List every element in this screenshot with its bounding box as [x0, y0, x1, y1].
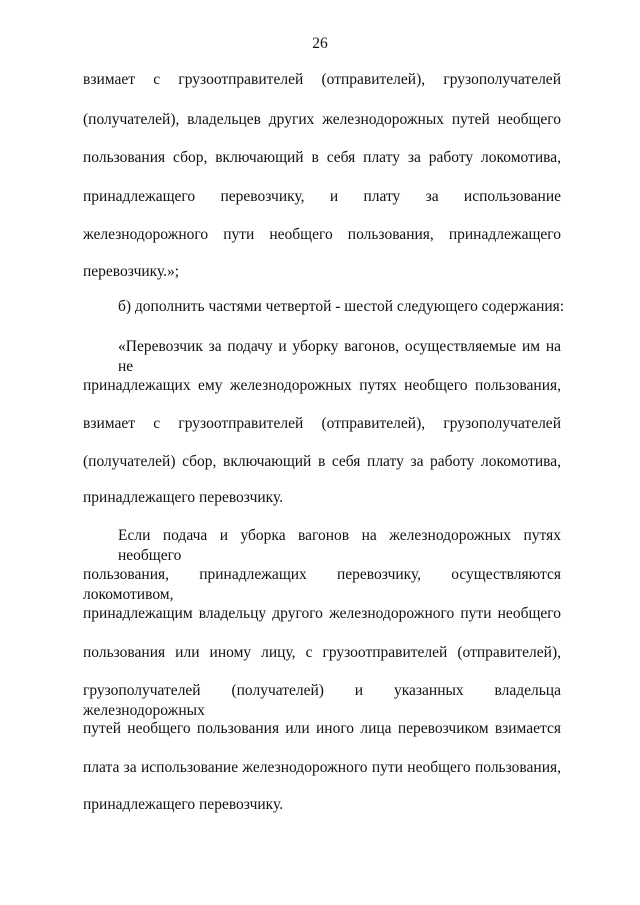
paragraph-1-line-1: взимает с грузоотправителей (отправителей), грузополучателей — [83, 71, 561, 88]
paragraph-4-line-4: пользования или иному лицу, с грузоотправителей (отправителей), — [83, 644, 561, 661]
paragraph-4-line-6: путей необщего пользования или иного лица перевозчиком взимается — [83, 720, 561, 737]
paragraph-1-line-4: принадлежащего перевозчику, и плату за использование — [83, 188, 561, 205]
paragraph-3-line-2: принадлежащих ему железнодорожных путях необщего пользования, — [83, 377, 561, 394]
paragraph-3-line-1: «Перевозчик за подачу и уборку вагонов, осуществляемые им на не — [118, 338, 561, 375]
paragraph-4-line-2: пользования, принадлежащих перевозчику, осуществляются локомотивом, — [83, 566, 561, 603]
paragraph-4-line-1: Если подача и уборка вагонов на железнодорожных путях необщего — [118, 527, 561, 564]
paragraph-4-line-5: грузополучателей (получателей) и указанных владельца железнодорожных — [83, 682, 561, 719]
paragraph-1-line-3: пользования сбор, включающий в себя плату за работу локомотива, — [83, 149, 561, 166]
paragraph-1-line-6: перевозчику.»; — [83, 263, 180, 280]
paragraph-4-line-7: плата за использование железнодорожного пути необщего пользования, — [83, 759, 561, 776]
paragraph-1-line-5: железнодорожного пути необщего пользования, принадлежащего — [83, 226, 561, 243]
paragraph-4-line-8: принадлежащего перевозчику. — [83, 796, 284, 813]
paragraph-1-line-2: (получателей), владельцев других железнодорожных путей необщего — [83, 111, 561, 128]
paragraph-3-line-4: (получателей) сбор, включающий в себя плату за работу локомотива, — [83, 453, 561, 470]
page-number: 26 — [312, 35, 328, 52]
paragraph-3-line-3: взимает с грузоотправителей (отправителей), грузополучателей — [83, 415, 561, 432]
paragraph-2-line-1: б) дополнить частями четвертой - шестой следующего содержания: — [118, 298, 565, 315]
paragraph-3-line-5: принадлежащего перевозчику. — [83, 489, 284, 506]
paragraph-4-line-3: принадлежащим владельцу другого железнодорожного пути необщего — [83, 605, 561, 622]
